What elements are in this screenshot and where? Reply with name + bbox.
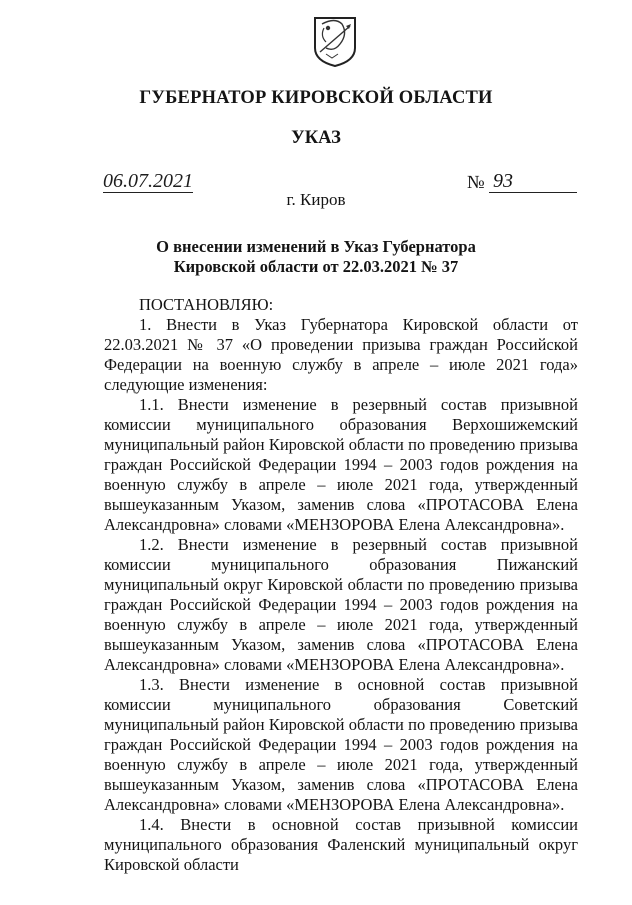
paragraph-1-2: 1.2. Внести изменение в резервный состав призывной комиссии муниципального образования Пижанский муниципальный округ Кировской области по проведению призыва граждан Российской Федерации 1994 – 2003 годов рождения на военную службу в апреле – июле 2021 года, утвержденный вышеуказанным Указом, заменив слова «ПРОТАСОВА Елена Александровна» словами «МЕНЗОРОВА Елена Александровна». [104,535,578,674]
paragraph-1: 1. Внести в Указ Губернатора Кировской области от 22.03.2021 № 37 «О проведении призыва граждан Российской Федерации на военную службу в апреле – июле 2021 года» следующие изменения: [104,315,578,394]
document-title-line-1: О внесении изменений в Указ Губернатора [156,237,476,256]
document-date: 06.07.2021 [103,170,193,192]
paragraph-1-4: 1.4. Внести в основной состав призывной комиссии муниципального образования Фаленский муниципальный округ Кировской области [104,815,578,874]
document-title-line-2: Кировской области от 22.03.2021 № 37 [173,257,459,276]
document-type: УКАЗ [291,128,341,148]
document-number: 93 [489,170,577,193]
paragraph-1-1: 1.1. Внести изменение в резервный состав призывной комиссии муниципального образования Верхошижемский муниципальный район Кировской области по проведению призыва граждан Российской Федерации 1994 – 2003 годов рождения на военную службу в апреле – июле 2021 года, утвержденный вышеуказанным Указом, заменив слова «ПРОТАСОВА Елена Александровна» словами «МЕНЗОРОВА Елена Александровна». [104,395,578,534]
number-label: № [467,173,485,193]
city: г. Киров [286,190,346,209]
paragraph-1-3: 1.3. Внести изменение в основной состав призывной комиссии муниципального образования Советский муниципальный район Кировской области по проведению призыва граждан Российской Федерации 1994 – 2003 годов рождения на военную службу в апреле – июле 2021 года, утвержденный вышеуказанным Указом, заменив слова «ПРОТАСОВА Елена Александровна» словами «МЕНЗОРОВА Елена Александровна». [104,675,578,814]
document-title [0,237,632,277]
decree-word: ПОСТАНОВЛЯЮ: [139,295,274,314]
coat-of-arms-icon [312,14,358,68]
document-body [104,295,578,875]
organization-title: ГУБЕРНАТОР КИРОВСКОЙ ОБЛАСТИ [139,88,493,108]
